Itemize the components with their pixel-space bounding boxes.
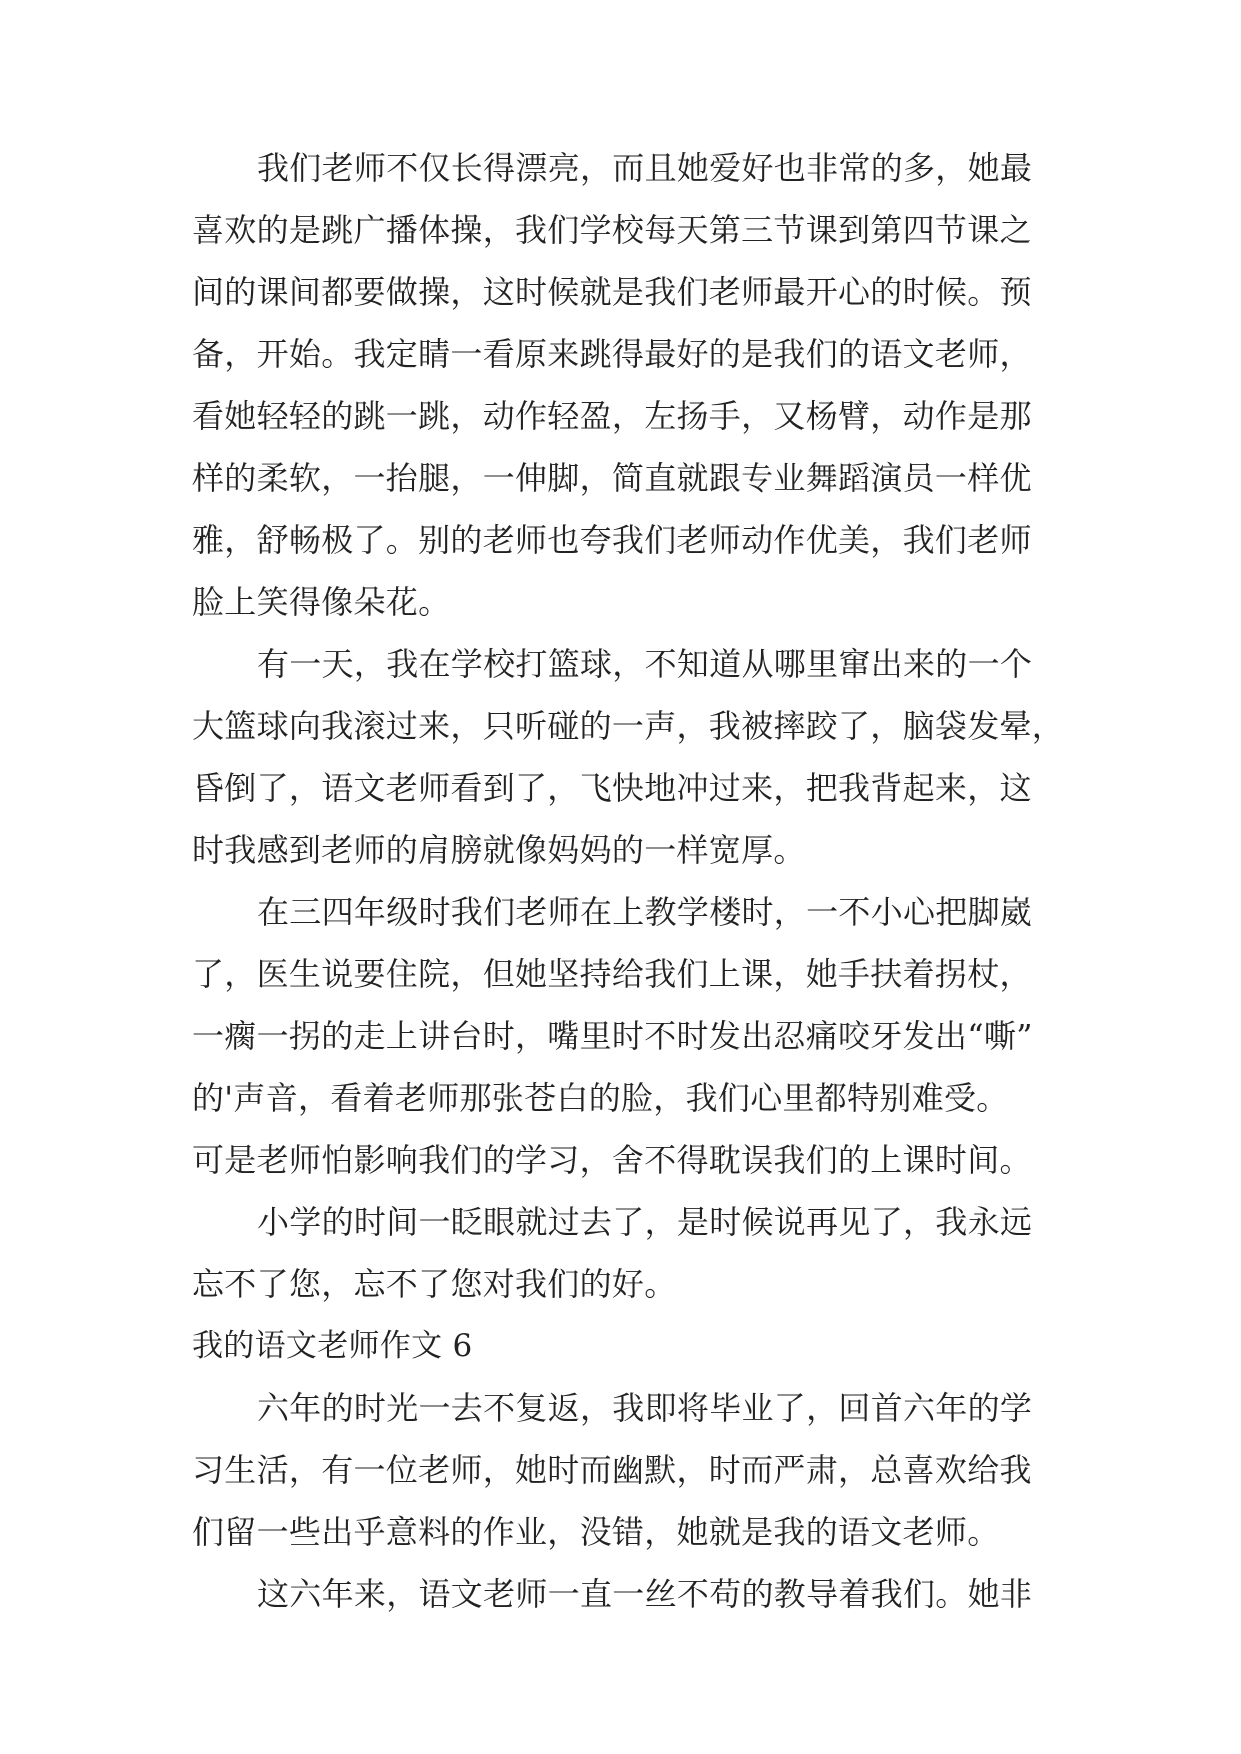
text-line: 了，医生说要住院，但她坚持给我们上课，她手扶着拐杖， <box>192 955 1032 993</box>
text-line: 有一天，我在学校打篮球，不知道从哪里窜出来的一个 <box>257 645 1033 683</box>
text-line: 备，开始。我定睛一看原来跳得最好的是我们的语文老师， <box>192 335 1032 373</box>
text-line: 看她轻轻的跳一跳，动作轻盈，左扬手，又杨臂，动作是那 <box>192 397 1032 435</box>
text-line: 样的柔软，一抬腿，一伸脚，简直就跟专业舞蹈演员一样优 <box>192 459 1032 497</box>
text-line: 忘不了您，忘不了您对我们的好。 <box>192 1265 677 1303</box>
text-line: 可是老师怕影响我们的学习，舍不得耽误我们的上课时间。 <box>192 1141 1032 1179</box>
text-line: 们留一些出乎意料的作业，没错，她就是我的语文老师。 <box>192 1513 1000 1551</box>
text-line: 这六年来，语文老师一直一丝不苟的教导着我们。她非 <box>257 1575 1033 1613</box>
text-line: 一瘸一拐的走上讲台时，嘴里时不时发出忍痛咬牙发出“嘶” <box>192 1017 1033 1055</box>
text-line: 喜欢的是跳广播体操，我们学校每天第三节课到第四节课之 <box>192 211 1032 249</box>
section-heading: 我的语文老师作文 6 <box>192 1328 473 1364</box>
text-line: 的'声音，看着老师那张苍白的脸，我们心里都特别难受。 <box>192 1079 1009 1117</box>
text-line: 六年的时光一去不复返，我即将毕业了，回首六年的学 <box>257 1389 1033 1427</box>
text-line: 脸上笑得像朵花。 <box>192 583 451 621</box>
text-line: 昏倒了，语文老师看到了，飞快地冲过来，把我背起来，这 <box>192 769 1032 807</box>
text-line: 习生活，有一位老师，她时而幽默，时而严肃，总喜欢给我 <box>192 1451 1032 1489</box>
text-line: 在三四年级时我们老师在上教学楼时，一不小心把脚崴 <box>257 893 1033 931</box>
text-line: 雅，舒畅极了。别的老师也夸我们老师动作优美，我们老师 <box>192 521 1032 559</box>
text-line: 间的课间都要做操，这时候就是我们老师最开心的时候。预 <box>192 273 1032 311</box>
text-line: 时我感到老师的肩膀就像妈妈的一样宽厚。 <box>192 831 806 869</box>
text-line: 大篮球向我滚过来，只听碰的一声，我被摔跤了，脑袋发晕， <box>192 707 1065 745</box>
text-line: 小学的时间一眨眼就过去了，是时候说再见了，我永远 <box>257 1203 1033 1241</box>
text-line: 我们老师不仅长得漂亮，而且她爱好也非常的多，她最 <box>257 149 1033 187</box>
